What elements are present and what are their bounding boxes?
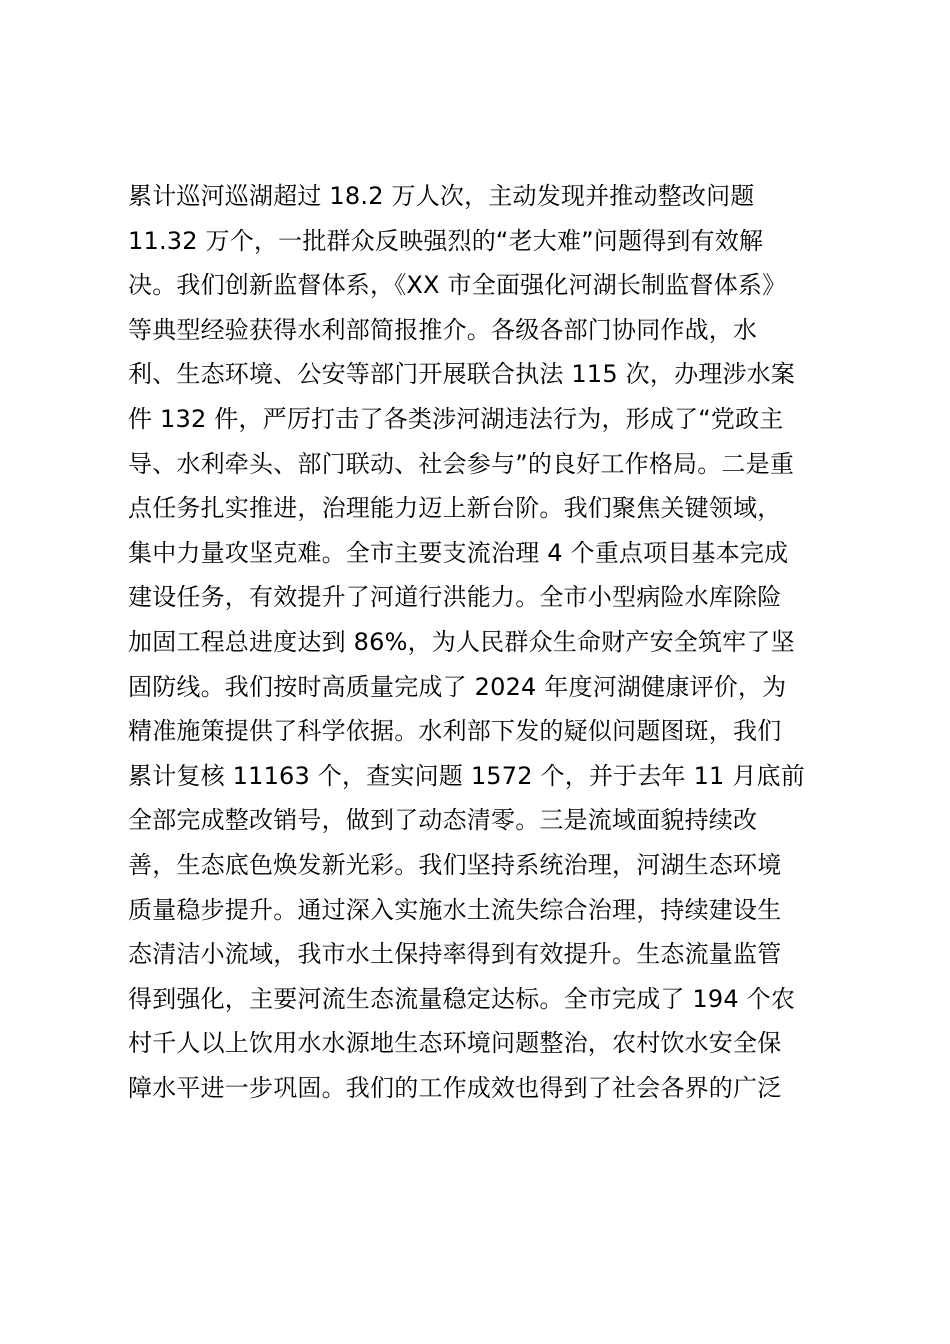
text-line: 点任务扎实推进，治理能力迈上新台阶。我们聚焦关键领域， bbox=[128, 494, 782, 523]
text-line: 累计复核 11163 个，查实问题 1572 个，并于去年 11 月底前 bbox=[128, 761, 805, 790]
text-line: 决。我们创新监督体系，《XX 市全面强化河湖长制监督体系》 bbox=[128, 271, 787, 300]
text-line: 导、水利牵头、部门联动、社会参与”的良好工作格局。二是重 bbox=[128, 449, 795, 478]
text-line: 累计巡河巡湖超过 18.2 万人次，主动发现并推动整改问题 bbox=[128, 182, 755, 210]
text-line: 建设任务，有效提升了河道行洪能力。全市小型病险水库除险 bbox=[128, 583, 782, 612]
text-line: 11.32 万个，一批群众反映强烈的“老大难”问题得到有效解 bbox=[128, 226, 764, 255]
text-line: 集中力量攻坚克难。全市主要支流治理 4 个重点项目基本完成 bbox=[128, 538, 789, 567]
text-line: 加固工程总进度达到 86%，为人民群众生命财产安全筑牢了坚 bbox=[128, 627, 795, 656]
text-line: 善，生态底色焕发新光彩。我们坚持系统治理，河湖生态环境 bbox=[128, 850, 782, 879]
text-line: 村千人以上饮用水水源地生态环境问题整治，农村饮水安全保 bbox=[128, 1029, 782, 1058]
text-line: 利、生态环境、公安等部门开展联合执法 115 次，办理涉水案 bbox=[128, 360, 796, 389]
text-line: 精准施策提供了科学依据。水利部下发的疑似问题图斑，我们 bbox=[128, 717, 782, 746]
text-line: 态清洁小流域，我市水土保持率得到有效提升。生态流量监管 bbox=[128, 940, 782, 969]
body-text bbox=[128, 174, 848, 1110]
text-line: 全部完成整改销号，做到了动态清零。三是流域面貌持续改 bbox=[128, 806, 758, 835]
text-line: 障水平进一步巩固。我们的工作成效也得到了社会各界的广泛 bbox=[128, 1073, 782, 1102]
text-line: 得到强化，主要河流生态流量稳定达标。全市完成了 194 个农 bbox=[128, 984, 796, 1013]
text-line: 质量稳步提升。通过深入实施水土流失综合治理，持续建设生 bbox=[128, 895, 782, 924]
text-line: 等典型经验获得水利部简报推介。各级各部门协同作战，水 bbox=[128, 315, 758, 344]
text-line: 固防线。我们按时高质量完成了 2024 年度河湖健康评价，为 bbox=[128, 672, 787, 701]
text-line: 件 132 件，严厉打击了各类涉河湖违法行为，形成了“党政主 bbox=[128, 404, 784, 433]
